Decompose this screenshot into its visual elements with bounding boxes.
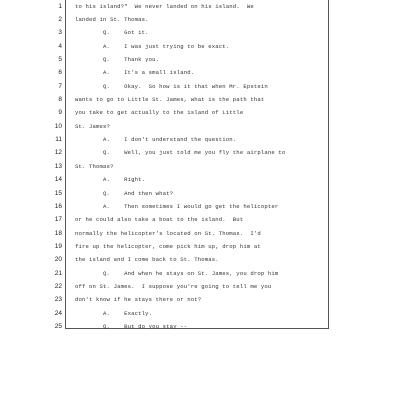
transcript-line bbox=[0, 307, 328, 320]
transcript-line bbox=[0, 187, 328, 200]
line-text: A. It's a small island. bbox=[75, 69, 195, 77]
line-text: the island and I come back to St. Thomas. bbox=[75, 256, 219, 264]
line-number: 21 bbox=[54, 269, 62, 277]
line-text: normally the helicopter's located on St. Thomas. I'd bbox=[75, 229, 261, 237]
line-number: 5 bbox=[58, 55, 62, 63]
line-number: 23 bbox=[54, 296, 62, 304]
line-text: to his island?" We never landed on his island. We bbox=[75, 2, 254, 10]
line-number: 15 bbox=[54, 189, 62, 197]
transcript-line bbox=[0, 93, 328, 106]
line-text: don't know if he stays there or not? bbox=[75, 296, 202, 304]
line-number: 16 bbox=[54, 202, 62, 210]
line-number: 9 bbox=[58, 109, 62, 117]
transcript-line bbox=[0, 253, 328, 266]
line-text: Q. And then what? bbox=[75, 189, 174, 197]
transcript-line bbox=[0, 53, 328, 66]
line-text: or he could also take a boat to the island. But bbox=[75, 216, 244, 224]
line-number: 12 bbox=[54, 149, 62, 157]
line-number: 3 bbox=[58, 29, 62, 37]
line-number: 2 bbox=[58, 15, 62, 23]
line-text: off on St. James. I suppose you're going to tell me you bbox=[75, 283, 272, 291]
line-number: 25 bbox=[54, 323, 62, 331]
transcript-line bbox=[0, 160, 328, 173]
transcript-line bbox=[0, 80, 328, 93]
line-text: Q. Thank you. bbox=[75, 55, 160, 63]
line-number: 14 bbox=[54, 176, 62, 184]
transcript-line bbox=[0, 267, 328, 280]
transcript-line bbox=[0, 40, 328, 53]
line-number: 22 bbox=[54, 283, 62, 291]
line-number: 19 bbox=[54, 242, 62, 250]
line-text: St. Thomas? bbox=[75, 162, 114, 170]
line-text: Q. But do you stay -- bbox=[75, 323, 188, 331]
transcript-line bbox=[0, 0, 328, 13]
line-text: you take to get actually to the island of Little bbox=[75, 109, 244, 117]
transcript-line bbox=[0, 133, 328, 146]
transcript-line bbox=[0, 26, 328, 39]
transcript-line bbox=[0, 280, 328, 293]
line-text: A. Then sometimes I would go get the helicopter bbox=[75, 202, 279, 210]
line-number: 13 bbox=[54, 162, 62, 170]
line-number: 7 bbox=[58, 82, 62, 90]
transcript-line bbox=[0, 146, 328, 159]
line-number: 24 bbox=[54, 309, 62, 317]
transcript-line bbox=[0, 320, 328, 333]
transcript-line bbox=[0, 120, 328, 133]
line-text: fire up the helicopter, come pick him up, drop him at bbox=[75, 242, 261, 250]
line-text: Q. Okay. So how is it that when Mr. Epstein bbox=[75, 82, 268, 90]
right-margin-rule bbox=[328, 0, 329, 328]
line-text: A. Exactly. bbox=[75, 309, 153, 317]
line-number: 8 bbox=[58, 96, 62, 104]
line-number: 10 bbox=[54, 122, 62, 130]
transcript-line bbox=[0, 293, 328, 306]
transcript-line bbox=[0, 173, 328, 186]
transcript-line bbox=[0, 227, 328, 240]
line-text: Q. Well, you just told me you fly the airplane to bbox=[75, 149, 286, 157]
transcript-line bbox=[0, 66, 328, 79]
line-number: 18 bbox=[54, 229, 62, 237]
transcript-line bbox=[0, 13, 328, 26]
transcript-line bbox=[0, 240, 328, 253]
line-text: A. I was just trying to be exact. bbox=[75, 42, 230, 50]
line-text: St. James? bbox=[75, 122, 111, 130]
line-number: 20 bbox=[54, 256, 62, 264]
line-text: wants to go to Little St. James, what is the path that bbox=[75, 96, 265, 104]
line-number: 4 bbox=[58, 42, 62, 50]
line-text: landed in St. Thomas. bbox=[75, 15, 149, 23]
line-number: 1 bbox=[58, 2, 62, 10]
line-text: Q. And when he stays on St. James, you drop him bbox=[75, 269, 279, 277]
line-number: 17 bbox=[54, 216, 62, 224]
line-text: A. I don't understand the question. bbox=[75, 136, 237, 144]
line-text: Q. Got it. bbox=[75, 29, 149, 37]
transcript-line bbox=[0, 106, 328, 119]
line-number: 6 bbox=[58, 69, 62, 77]
transcript-line bbox=[0, 200, 328, 213]
line-number: 11 bbox=[55, 136, 62, 144]
line-text: A. Right. bbox=[75, 176, 146, 184]
transcript-line bbox=[0, 213, 328, 226]
